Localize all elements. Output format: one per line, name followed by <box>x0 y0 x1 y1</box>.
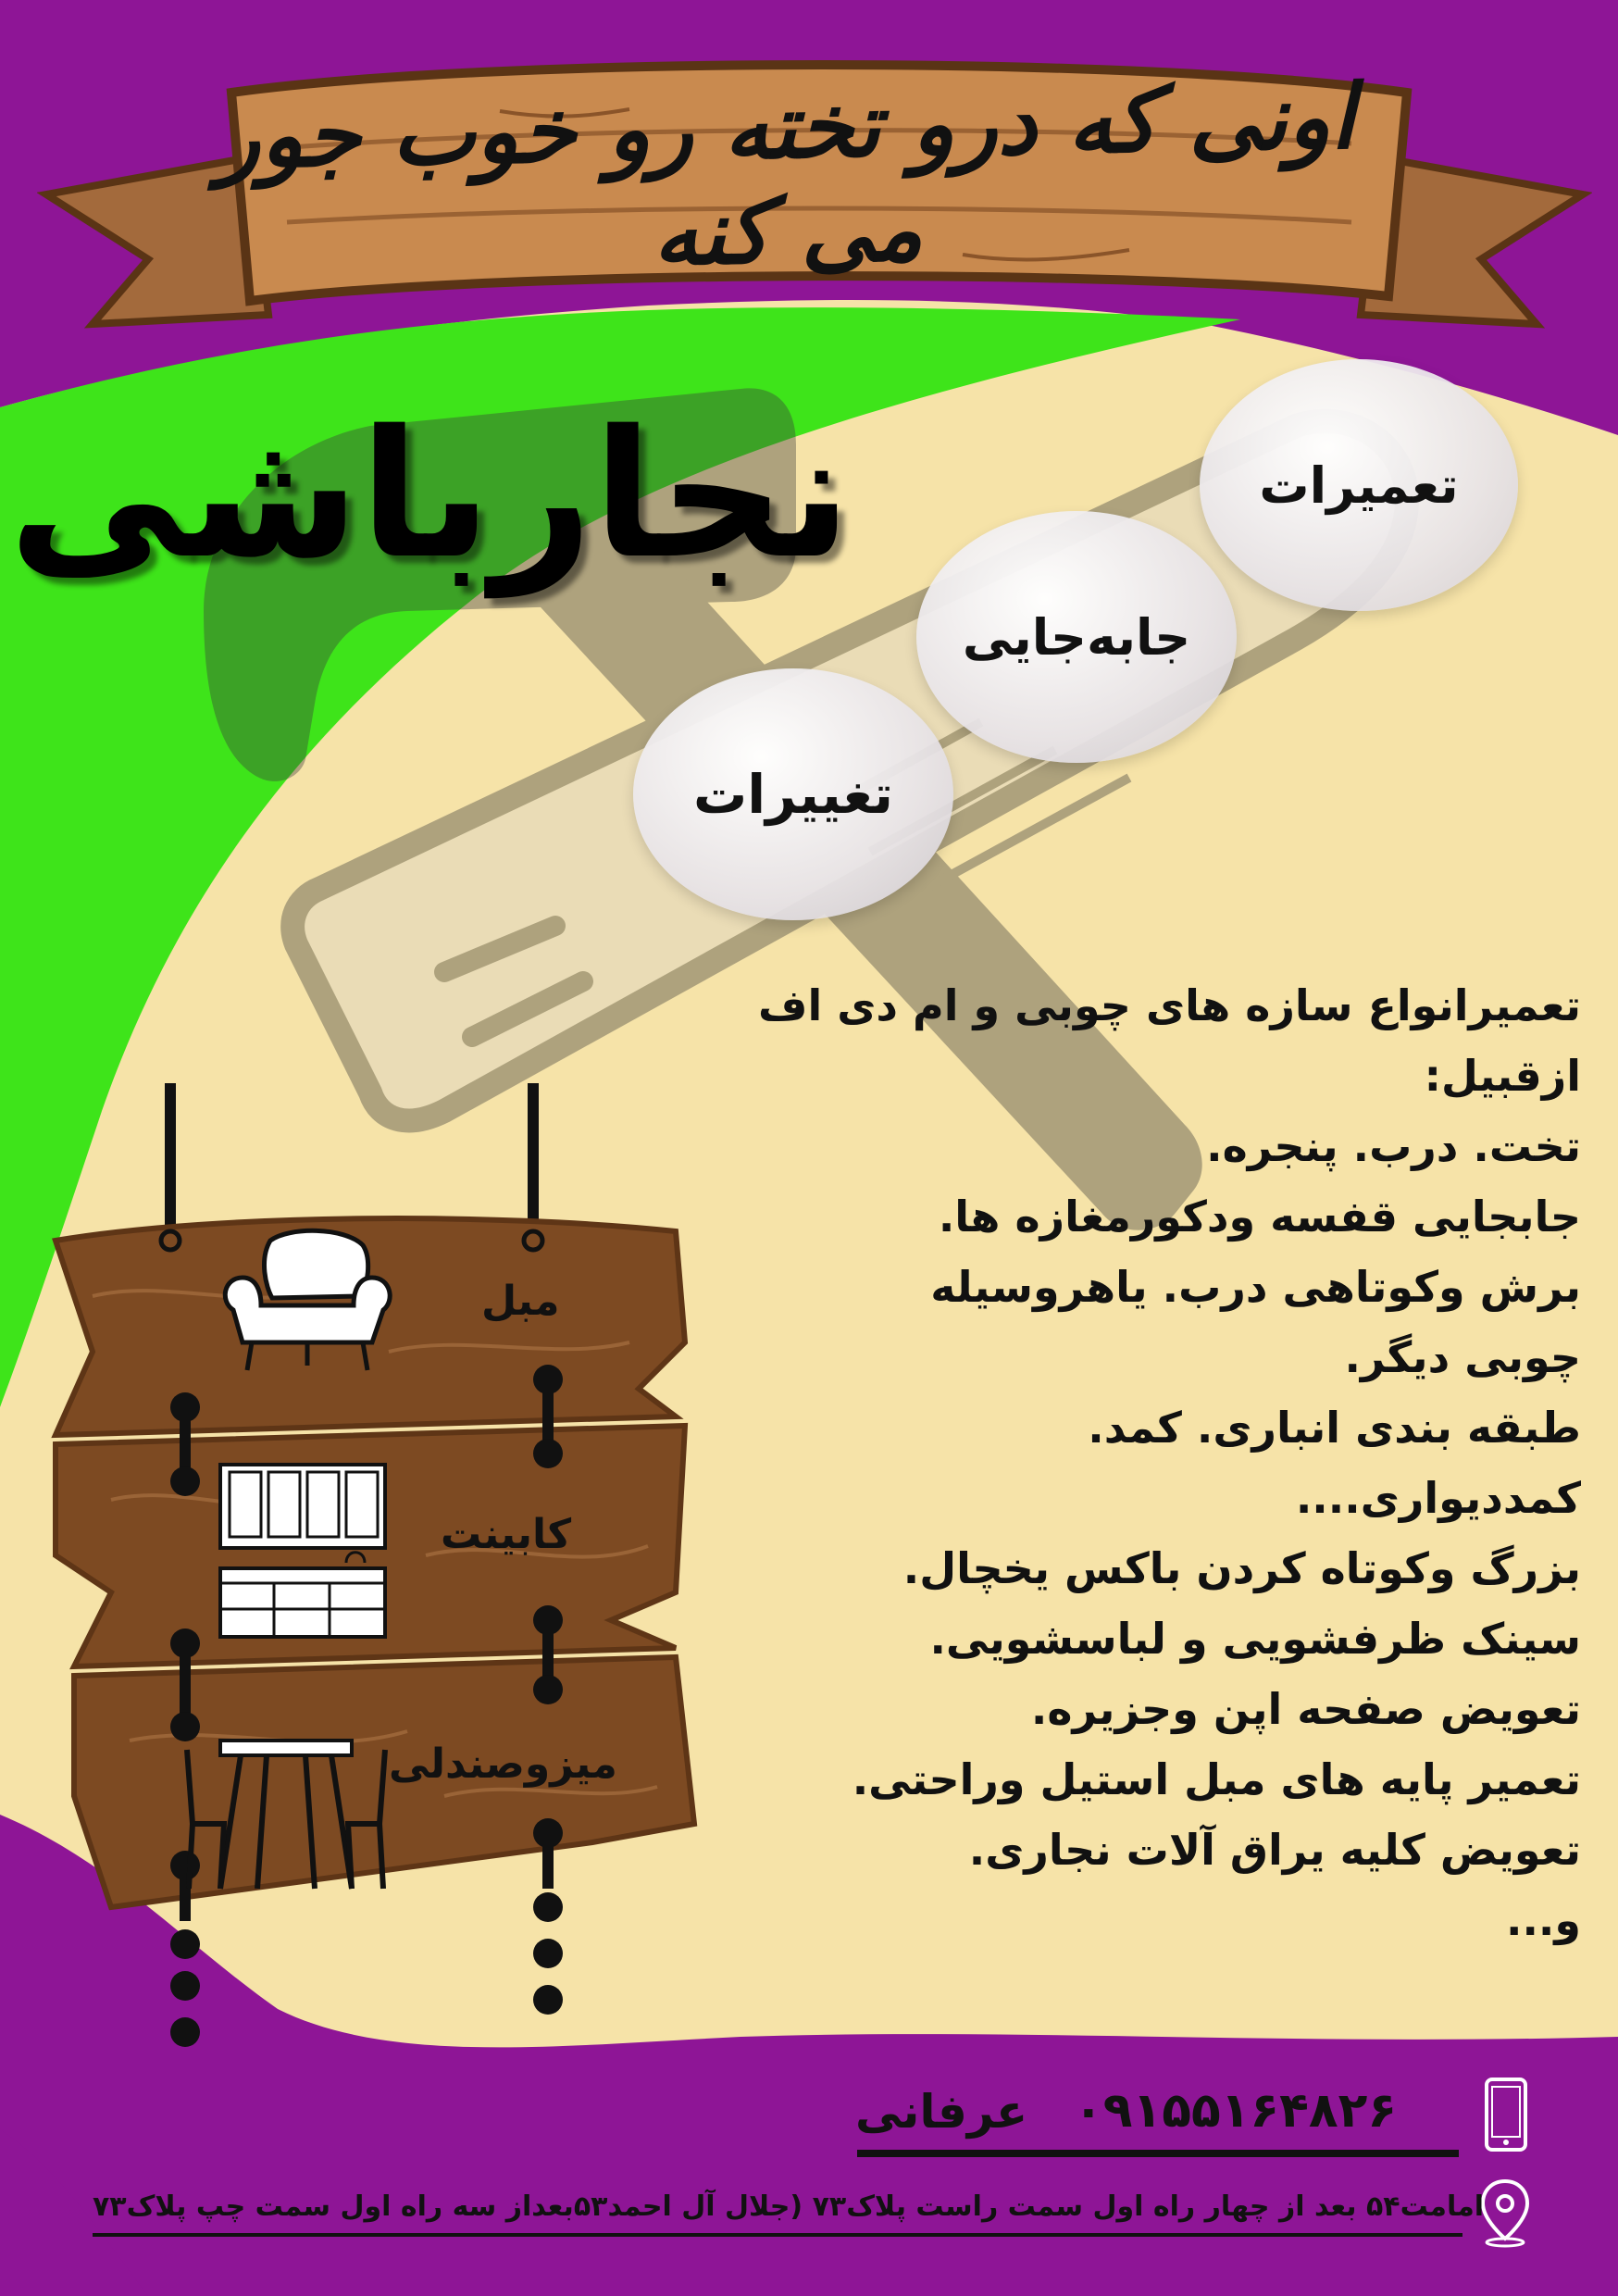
address-underline <box>93 2233 1462 2237</box>
description-line: سینک ظرفشویی و لباسشویی. <box>929 1614 1581 1664</box>
sign-label-furniture: مبل <box>481 1278 560 1325</box>
table-chairs-icon <box>183 1731 389 1898</box>
description-line: تعمیرانواع سازه های چوبی و ام دی اف <box>758 980 1581 1030</box>
description-line: تخت. درب. پنجره. <box>1206 1121 1581 1171</box>
kitchen-cabinet-icon <box>217 1461 389 1641</box>
contact-phone: ۰۹۱۵۵۱۶۴۸۲۶ <box>1074 2083 1398 2139</box>
description-line: طبقه بندی انباری. کمد. <box>1088 1403 1581 1453</box>
service-label: تغییرات <box>692 763 894 826</box>
description-line: ازقبیل: <box>1424 1051 1581 1101</box>
contact-name: عرفانی <box>855 2085 1028 2139</box>
banner-slogan: اونی که درو تخته رو خوب جور می کنه <box>216 64 1356 286</box>
service-bubble-moving <box>916 511 1237 763</box>
description-line: تعمیر پایه های مبل استیل وراحتی. <box>852 1754 1581 1804</box>
description-line: کمددیواری.... <box>1295 1473 1581 1523</box>
service-label: جابه‌جایی <box>962 607 1191 667</box>
description-line: تعویض صفحه اپن وجزیره. <box>1030 1684 1581 1734</box>
description-line: برش وکوتاهی درب. یاهروسیله <box>930 1262 1581 1312</box>
service-bubble-changes <box>633 668 953 920</box>
description-line: تعویض کلیه یراق آلات نجاری. <box>968 1825 1581 1875</box>
sign-label-cabinet: کابینت <box>441 1511 572 1558</box>
location-pin-icon <box>1477 2177 1533 2248</box>
description-line: و... <box>1505 1895 1581 1945</box>
page-title: نجارباشی <box>8 393 852 597</box>
description-line: جابجایی قفسه ودکورمغازه ها. <box>938 1192 1581 1242</box>
service-label: تعمیرات <box>1259 455 1459 515</box>
description-line: بزرگ وکوتاه کردن باکس یخچال. <box>902 1543 1581 1593</box>
contact-address: امامت۵۴ بعد از چهار راه اول سمت راست پلاک۷۳ (جلال آل احمد۵۳بعداز سه راه اول سمت چپ پلاک۷۳ <box>93 2190 1485 2223</box>
description-line: چوبی دیگر. <box>1344 1332 1581 1382</box>
mobile-phone-icon <box>1483 2076 1529 2153</box>
armchair-icon <box>215 1222 400 1379</box>
service-bubble-repairs <box>1200 359 1518 611</box>
sign-label-table-chairs: میزوصندلی <box>389 1741 617 1788</box>
contact-underline <box>857 2150 1459 2157</box>
